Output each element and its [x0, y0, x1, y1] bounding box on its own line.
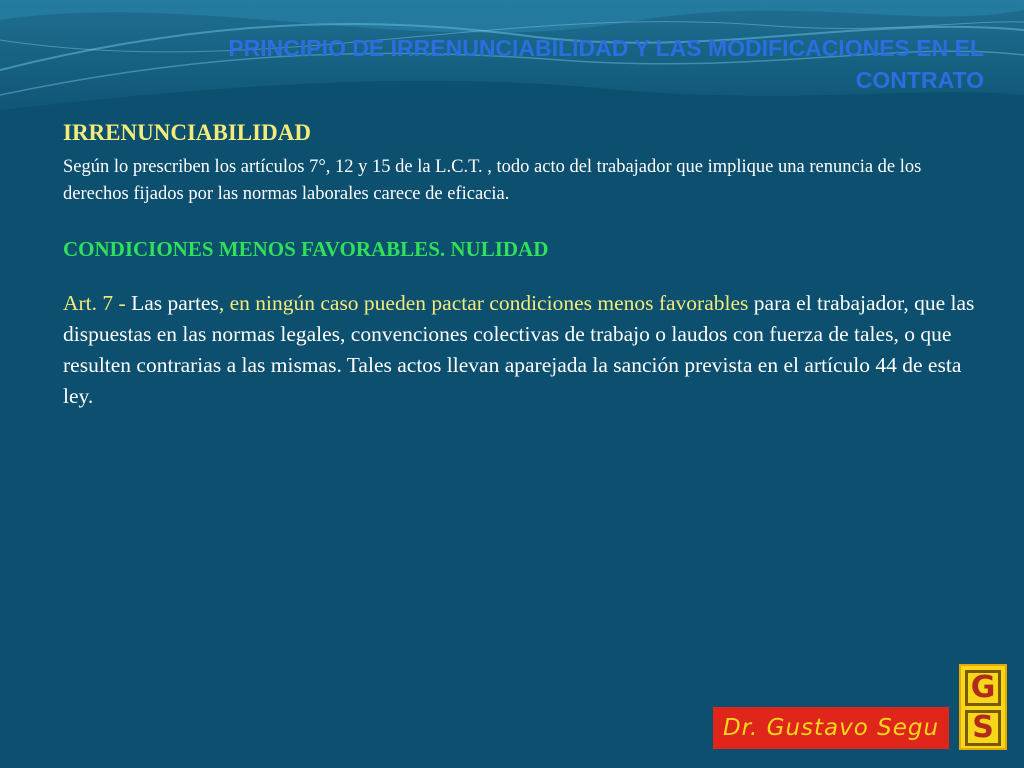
- author-logo-name: Dr. Gustavo Segu: [713, 707, 949, 749]
- paragraph-article-7: [63, 288, 978, 412]
- slide-title: [120, 32, 984, 96]
- paragraph-irrenunciabilidad: Según lo prescriben los artículos 7°, 12 y 15 de la L.C.T. , todo acto del trabajador que implique una renuncia de los derechos fijados por las normas laborales carece de eficacia.: [63, 157, 922, 204]
- article-text-highlight: , en ningún caso pueden pactar condiciones menos favorables: [218, 291, 749, 315]
- slide-title-line-1: PRINCIPIO DE IRRENUNCIABILIDAD Y LAS MODIFICACIONES EN EL: [228, 35, 984, 61]
- article-text-part-1: Las partes: [125, 291, 219, 315]
- author-logo-initials: [959, 664, 1007, 750]
- heading-irrenunciabilidad: IRRENUNCIABILIDAD: [63, 120, 311, 145]
- logo-letter-s: S: [965, 710, 1001, 746]
- slide-title-line-2: CONTRATO: [855, 67, 984, 93]
- article-text-part-2: para el trabajador, que las dispuestas en las normas legales, convenciones colectivas de trabajo o laudos con fuerza de tales, o que resulten contrarias a las mismas. Tales actos llevan aparejada la sanción prevista en el artículo 44 de esta ley.: [63, 291, 975, 408]
- slide-content: [63, 118, 983, 412]
- article-label: Art. 7 -: [63, 291, 126, 315]
- logo-letter-g: G: [965, 670, 1001, 706]
- heading-condiciones: CONDICIONES MENOS FAVORABLES. NULIDAD: [63, 237, 549, 261]
